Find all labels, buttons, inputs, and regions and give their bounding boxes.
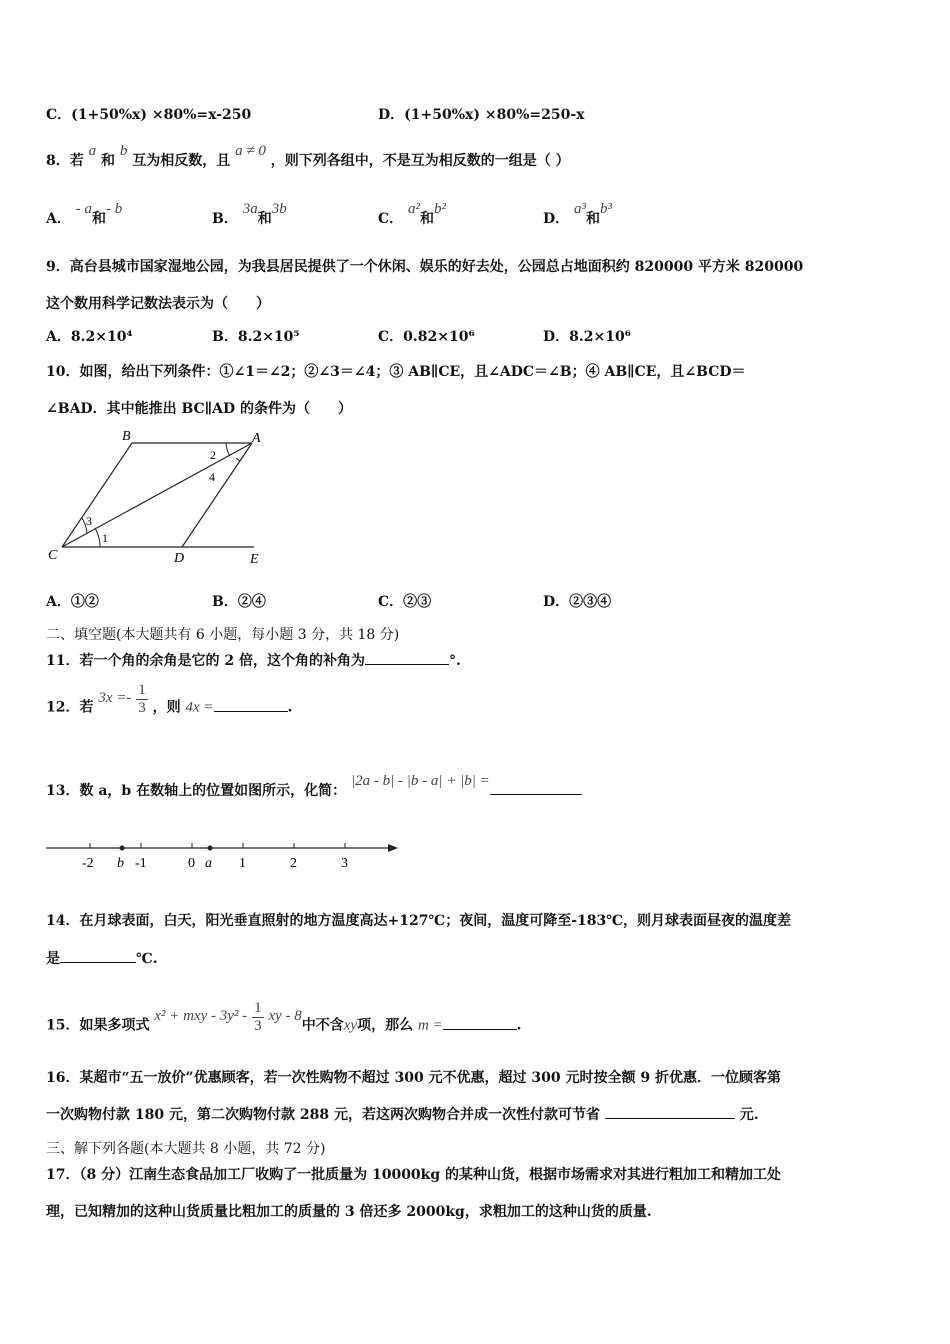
tick-label-minus2: -2 xyxy=(82,856,94,871)
question-9-line1: 9．高台县城市国家湿地公园，为我县居民提供了一个休闲、娱乐的好去处，公园总占地面积约 820000 平方米 820000 xyxy=(46,259,804,275)
section-3-heading: 三、解下列各题(本大题共 8 小题，共 72 分) xyxy=(46,1141,326,1157)
q7-option-d: D．(1+50%x) ×80%=250-x xyxy=(378,107,585,123)
q14-answer-blank xyxy=(60,948,136,963)
q7-option-c: C．(1+50%x) ×80%=x-250 xyxy=(46,107,252,123)
label-b: B xyxy=(122,429,131,444)
q10-option-a: A．①② xyxy=(46,594,99,610)
segment-ac xyxy=(62,443,252,547)
tick-label-1: 1 xyxy=(239,856,246,871)
tick-label-0: 0 xyxy=(188,856,195,871)
q12-expr2: 4x = xyxy=(185,699,214,716)
q8-question: ，则下列各组中，不是互为相反数的一组是（ ） xyxy=(270,153,570,169)
tick-label-2: 2 xyxy=(290,856,297,871)
q8-var-b: b xyxy=(119,143,128,159)
q9-option-c: C．0.82×10⁶ xyxy=(378,329,475,345)
q16-answer-blank xyxy=(605,1104,735,1119)
section-2-heading: 二、填空题(本大题共有 6 小题，每小题 3 分，共 18 分) xyxy=(46,627,400,643)
q12-fraction: $\frac{1}{3}$ xyxy=(138,682,146,716)
q12-answer-blank xyxy=(214,697,288,712)
label-d: D xyxy=(174,551,185,566)
angle-2-arc xyxy=(226,443,230,456)
q13-number-line xyxy=(40,832,410,874)
q13-expression: |2a - b| - |b - a| + |b| = xyxy=(350,773,490,789)
q8-condition: a ≠ 0 xyxy=(235,143,266,159)
point-b xyxy=(120,846,125,851)
q15-fraction: $\frac{1}{3}$ xyxy=(254,1000,262,1034)
label-a: A xyxy=(252,431,261,446)
q15-expr2: xy - 8 xyxy=(268,1007,302,1024)
question-17-line2: 理，已知精加的这种山货质量比粗加工的质量的 3 倍还多 2000kg，求粗加工的这种山货的质量. xyxy=(46,1204,652,1220)
angle-4-label: 4 xyxy=(209,470,215,484)
q8-text: 互为相反数，且 xyxy=(132,153,231,169)
question-14-line2: 是 ℃. xyxy=(46,948,158,968)
angle-1-label: 1 xyxy=(102,531,108,545)
tick-label-3: 3 xyxy=(341,856,348,871)
question-16-line1: 16．某超市“五一放价”优惠顾客，若一次性购物不超过 300 元不优惠，超过 300 元时按全额 9 折优惠．一位顾客第 xyxy=(46,1070,782,1086)
question-10-line1: 10．如图，给出下列条件：①∠1＝∠2；②∠3＝∠4；③ AB∥CE，且∠ADC＝∠B；④ AB∥CE，且∠BCD＝ xyxy=(46,364,746,380)
segment-ad xyxy=(182,443,252,547)
question-12: 12．若 3x =- $\frac{1}{3}$ ，则 4x = . xyxy=(46,682,293,716)
label-e: E xyxy=(250,552,259,567)
q8-var-a: a xyxy=(88,143,97,159)
angle-2-label: 2 xyxy=(210,448,216,462)
question-9-line2: 这个数用科学记数法表示为（ ） xyxy=(46,296,270,312)
angle-3-label: 3 xyxy=(86,514,92,528)
question-14-line1: 14．在月球表面，白天，阳光垂直照射的地方温度高达+127℃；夜间，温度可降至-183℃，则月球表面昼夜的温度差 xyxy=(46,913,792,929)
q15-m: m = xyxy=(417,1017,443,1034)
q9-option-b: B．8.2×10⁵ xyxy=(212,329,300,345)
q9-option-a: A．8.2×10⁴ xyxy=(46,329,133,345)
q10-figure xyxy=(40,425,280,570)
q10-option-d: D．②③④ xyxy=(543,594,612,610)
question-16-line2: 一次购物付款 180 元，第二次购物付款 288 元，若这两次购物合并成一次性付款可节省 元. xyxy=(46,1104,759,1124)
q13-answer-blank xyxy=(490,780,582,795)
question-17-line1: 17．（8 分）江南生态食品加工厂收购了一批质量为 10000kg 的某种山货，根据市场需求对其进行粗加工和精加工处 xyxy=(46,1167,782,1183)
q11-answer-blank xyxy=(365,650,449,665)
q8-option-b: B． 3a和3b xyxy=(212,201,287,227)
q12-expr: 3x =- xyxy=(98,689,132,706)
q8-option-d: D． a³和b³ xyxy=(543,201,613,227)
angle-4-arc xyxy=(236,458,240,461)
question-8-stem xyxy=(46,143,570,170)
q8-and: 和 xyxy=(101,153,115,169)
point-a xyxy=(208,846,213,851)
q10-option-c: C．②③ xyxy=(378,594,432,610)
q10-option-b: B．②④ xyxy=(212,594,266,610)
question-10-line2: ∠BAD．其中能推出 BC∥AD 的条件为（ ） xyxy=(46,401,352,417)
q9-option-d: D．8.2×10⁶ xyxy=(543,329,631,345)
question-11: 11．若一个角的余角是它的 2 倍，这个角的补角为 °. xyxy=(46,650,461,670)
q15-xy: xy xyxy=(343,1017,358,1034)
label-c: C xyxy=(48,548,58,563)
question-15: 15．如果多项式 x² + mxy - 3y² - $\frac{1}{3}$ xy - 8中不含xy项，那么 m = . xyxy=(46,1000,522,1034)
tick-label-minus1: -1 xyxy=(135,856,147,871)
question-13: 13．数 a，b 在数轴上的位置如图所示，化简： |2a - b| - |b - a| + |b| = xyxy=(46,780,582,800)
q15-expr1: x² + mxy - 3y² - xyxy=(154,1007,248,1024)
label-b: b xyxy=(117,856,124,871)
q15-answer-blank xyxy=(443,1015,517,1030)
q8-option-a: A． - a和- b xyxy=(46,201,123,227)
q8-option-c: C． a²和b² xyxy=(378,201,447,227)
q8-num: 8．若 xyxy=(46,153,84,169)
label-a: a xyxy=(205,856,212,871)
angle-1-arc xyxy=(95,528,100,547)
axis-arrow xyxy=(388,844,398,852)
